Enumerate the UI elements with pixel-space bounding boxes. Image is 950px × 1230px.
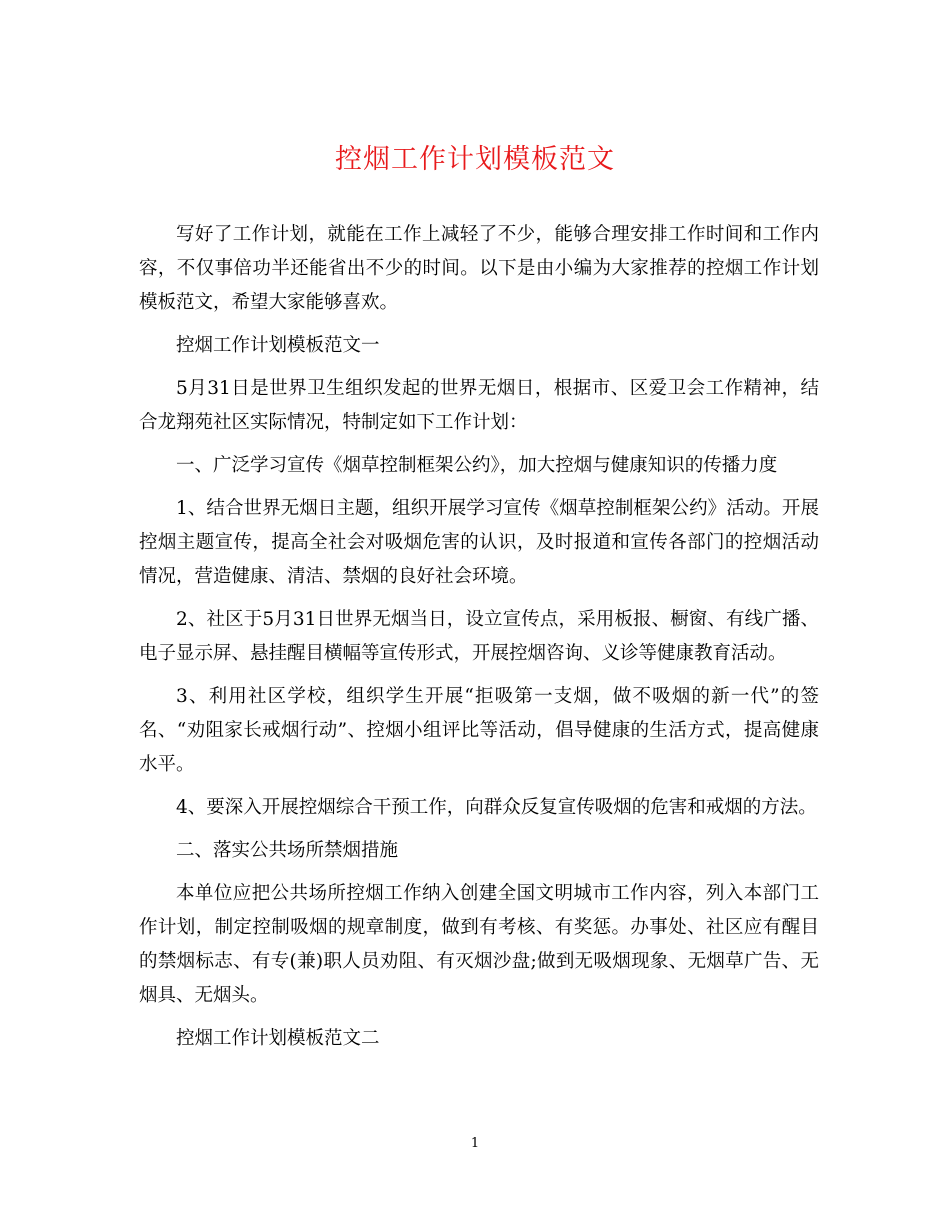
paragraph-public-places: 本单位应把公共场所控烟工作纳入创建全国文明城市工作内容，列入本部门工作计划，制定控制吸烟的规章制度，做到有考核、有奖惩。办事处、社区应有醒目的禁烟标志、有专(兼)职人员劝阻、有灭烟沙盘;做到无吸烟现象、无烟草广告、无烟具、无烟头。 [139,883,819,1006]
list-item-2: 2、社区于5月31日世界无烟当日，设立宣传点，采用板报、橱窗、有线广播、电子显示屏、悬挂醒目横幅等宣传形式，开展控烟咨询、义诊等健康教育活动。 [139,609,819,664]
document-title: 控烟工作计划模板范文 [335,144,615,175]
list-item-3: 3、利用社区学校，组织学生开展“拒吸第一支烟，做不吸烟的新一代”的签名、“劝阻家长戒烟行动”、控烟小组评比等活动，倡导健康的生活方式，提高健康水平。 [139,686,819,775]
list-item-4: 4、要深入开展控烟综合干预工作，向群众反复宣传吸烟的危害和戒烟的方法。 [176,797,817,818]
intro-paragraph: 写好了工作计划，就能在工作上减轻了不少，能够合理安排工作时间和工作内容，不仅事倍功半还能省出不少的时间。以下是由小编为大家推荐的控烟工作计划模板范文，希望大家能够喜欢。 [139,224,819,313]
paragraph-world-no-tobacco-day: 5月31日是世界卫生组织发起的世界无烟日，根据市、区爱卫会工作精神，结合龙翔苑社区实际情况，特制定如下工作计划： [139,378,819,433]
section-heading-template-two: 控烟工作计划模板范文二 [176,1028,380,1049]
section-heading-template-one: 控烟工作计划模板范文一 [176,335,380,356]
document-body [139,218,819,1065]
subheading-publicity: 一、广泛学习宣传《烟草控制框架公约》，加大控烟与健康知识的传播力度 [176,455,778,476]
subheading-public-places: 二、落实公共场所禁烟措施 [176,840,399,861]
list-item-1: 1、结合世界无烟日主题，组织开展学习宣传《烟草控制框架公约》活动。开展控烟主题宣传，提高全社会对吸烟危害的认识，及时报道和宣传各部门的控烟活动情况，营造健康、清洁、禁烟的良好社会环境。 [139,498,819,587]
page-number: 1 [470,1136,480,1151]
